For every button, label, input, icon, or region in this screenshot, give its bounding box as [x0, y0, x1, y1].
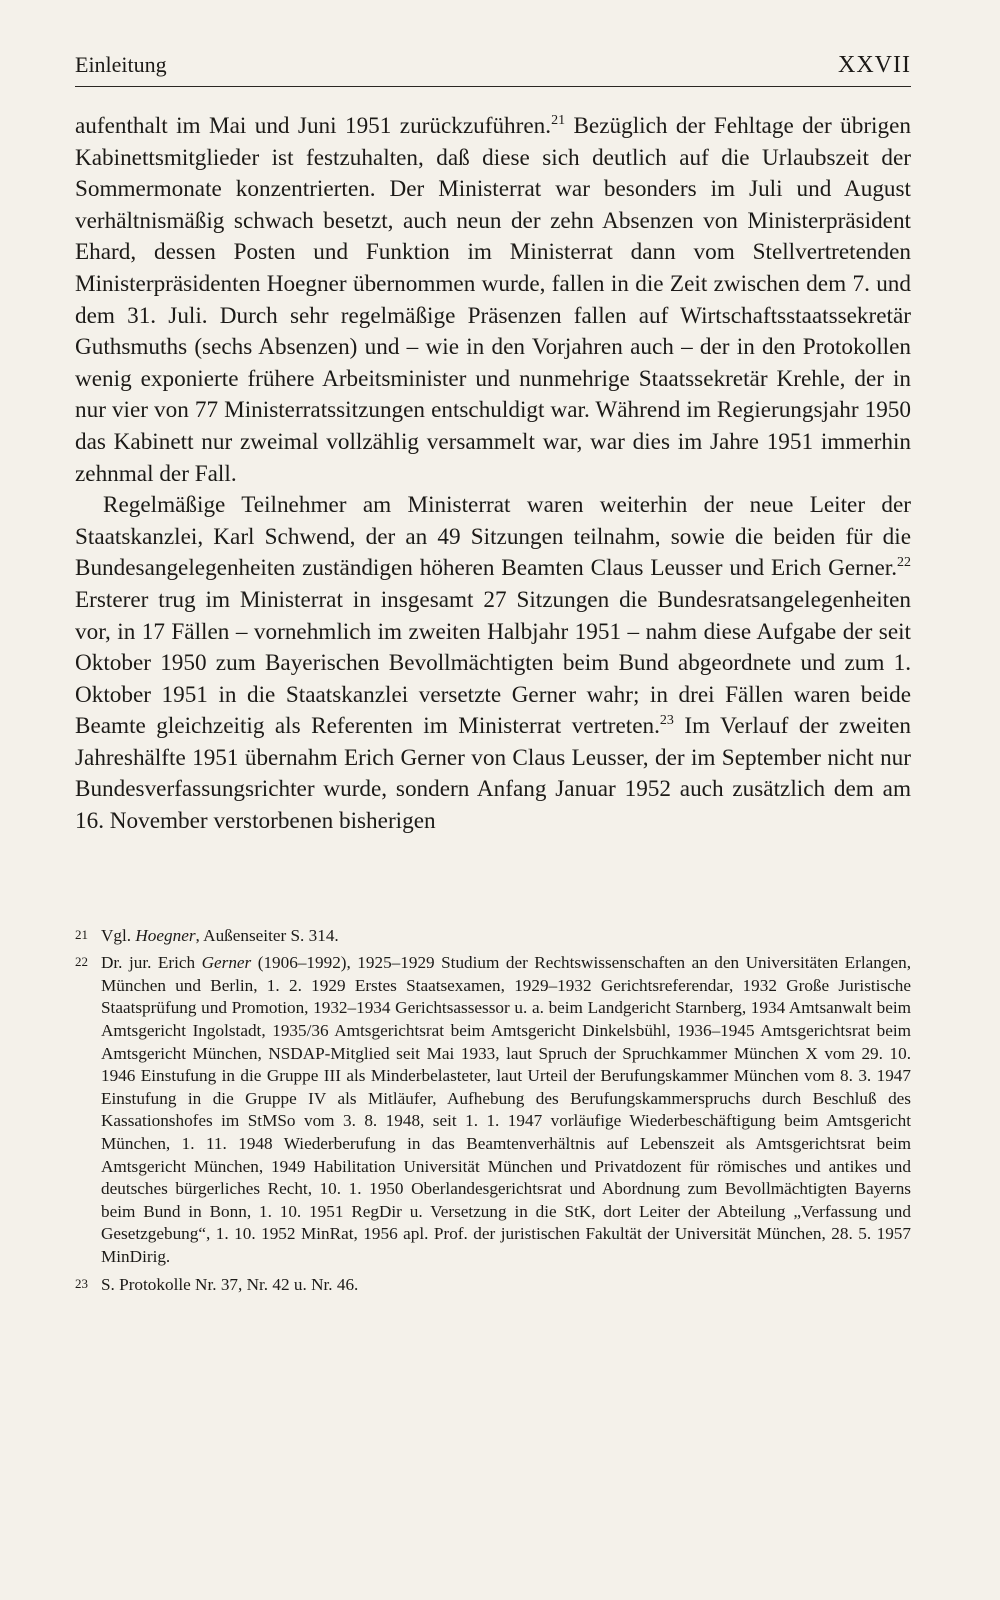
- paragraph: [75, 111, 911, 490]
- paragraph-text: Bezüglich der Fehltage der übrigen Kabinettsmitglieder ist festzuhalten, daß diese sich deutlich auf die Urlaubszeit der Sommermonate konzentrierten. Der Ministerrat war besonders im Juli und August verhältnismäßig schwach besetzt, auch neun der zehn Absenzen von Ministerpräsident Ehard, dessen Posten und Funktion im Ministerrat dann vom Stellvertretenden Ministerpräsidenten Hoegner übernommen wurde, fallen in die Zeit zwischen dem 7. und dem 31. Juli. Durch sehr regelmäßige Präsenzen fallen auf Wirtschaftsstaatssekretär Guthsmuths (sechs Absenzen) und – wie in den Vorjahren auch – der in den Protokollen wenig exponierte frühere Arbeitsminister und nunmehrige Staatssekretär Krehle, der in nur vier von 77 Ministerratssitzungen entschuldigt war. Während im Regierungsjahr 1950 das Kabinett nur zweimal vollzählig versammelt war, war dies im Jahre 1951 immerhin zehnmal der Fall.: [75, 113, 911, 487]
- footnote-text: Dr. jur. Erich Gerner (1906–1992), 1925–1929 Studium der Rechtswissenschaften an den Universitäten Erlangen, München und Berlin, 1. 2. 1929 Erstes Staatsexamen, 1929–1932 Gerichtsreferendar, 1932 Große Juristische Staatsprüfung und Promotion, 1932–1934 Gerichtsassessor u. a. beim Landgericht Starnberg, 1934 Amtsanwalt beim Amtsgericht Ingolstadt, 1935/36 Amtsgerichtsrat beim Amtsgericht Dinkelsbühl, 1936–1945 Amtsgerichtsrat beim Amtsgericht München, NSDAP-Mitglied seit Mai 1933, laut Spruch der Spruchkammer München X vom 29. 10. 1946 Einstufung in die Gruppe III als Minderbelasteter, laut Urteil der Berufungskammer München vom 8. 3. 1947 Einstufung in die Gruppe IV als Mitläufer, Aufhebung des Berufungskammerspruchs durch Beschluß des Kassationshofes im StMSo vom 3. 8. 1948, seit 1. 1. 1947 vorläufige Wiederbeschäftigung beim Amtsgericht München, 1. 11. 1948 Wiederberufung in das Beamtenverhältnis auf Lebenszeit als Amtsgerichtsrat beim Amtsgericht München, 1949 Habilitation Universität München und Privatdozent für römisches und antikes und deutsches bürgerliches Recht, 10. 1. 1950 Oberlandesgerichtsrat und Abordnung zum Bevollmächtigten Bayerns beim Bund in Bonn, 1. 10. 1951 RegDir u. Versetzung in die StK, dort Leiter der Abteilung „Verfassung und Gesetzgebung“, 1. 10. 1952 MinRat, 1956 apl. Prof. der juristischen Fakultät der Universität München, 28. 5. 1957 MinDirig.: [101, 953, 911, 1266]
- page-number: XXVII: [838, 52, 911, 78]
- footnote-text: S. Protokolle Nr. 37, Nr. 42 u. Nr. 46.: [101, 1274, 359, 1294]
- running-head: [75, 52, 911, 87]
- footnote-reference[interactable]: 22: [897, 555, 911, 571]
- book-page: [75, 52, 911, 1301]
- paragraph: [75, 490, 911, 838]
- footnote-reference[interactable]: 23: [659, 713, 674, 729]
- footnote-text: Vgl. Hoegner, Außenseiter S. 314.: [101, 925, 339, 945]
- main-text: [75, 111, 911, 838]
- author-name: Hoegner: [135, 925, 196, 945]
- footnote-number: 23: [75, 1275, 88, 1291]
- footnote-number: 22: [75, 954, 88, 970]
- paragraph-text: aufenthalt im Mai und Juni 1951 zurückzuführen.: [75, 113, 552, 139]
- section-title: Einleitung: [75, 52, 167, 77]
- paragraph-text: Ersterer trug im Ministerrat in insgesamt 27 Sitzungen die Bundesratsangelegenheiten vor, in 17 Fällen – vornehmlich im zweiten Halbjahr 1951 – nahm diese Aufgabe der seit Oktober 1950 zum Bayerischen Bevollmächtigten beim Bund abgeordnete und zum 1. Oktober 1951 in die Staatskanzlei versetzte Gerner wahr; in drei Fällen waren beide Beamte gleichzeitig als Referenten im Ministerrat vertreten.: [75, 586, 911, 740]
- footnote: [75, 1274, 911, 1297]
- paragraph-text: Regelmäßige Teilnehmer am Ministerrat waren weiterhin der neue Leiter der Staatskanzlei, Karl Schwend, der an 49 Sitzungen teilnahm, sowie die beiden für die Bundesangelegenheiten zuständigen höheren Beamten Claus Leusser und Erich Gerner.: [75, 492, 911, 582]
- person-name: Gerner: [201, 953, 252, 973]
- footnote-reference[interactable]: 21: [551, 113, 566, 128]
- footnotes: [75, 925, 911, 1297]
- footnote: [75, 952, 911, 1268]
- footnote: [75, 925, 911, 948]
- paragraph-text: Im Verlauf der zweiten Jahreshälfte 1951 übernahm Erich Gerner von Claus Leusser, der im September nicht nur Bundesverfassungsrichter wurde, sondern Anfang Januar 1952 auch zusätzlich dem am 16. November verstorbenen bisherigen: [75, 713, 912, 835]
- footnote-number: 21: [75, 926, 88, 942]
